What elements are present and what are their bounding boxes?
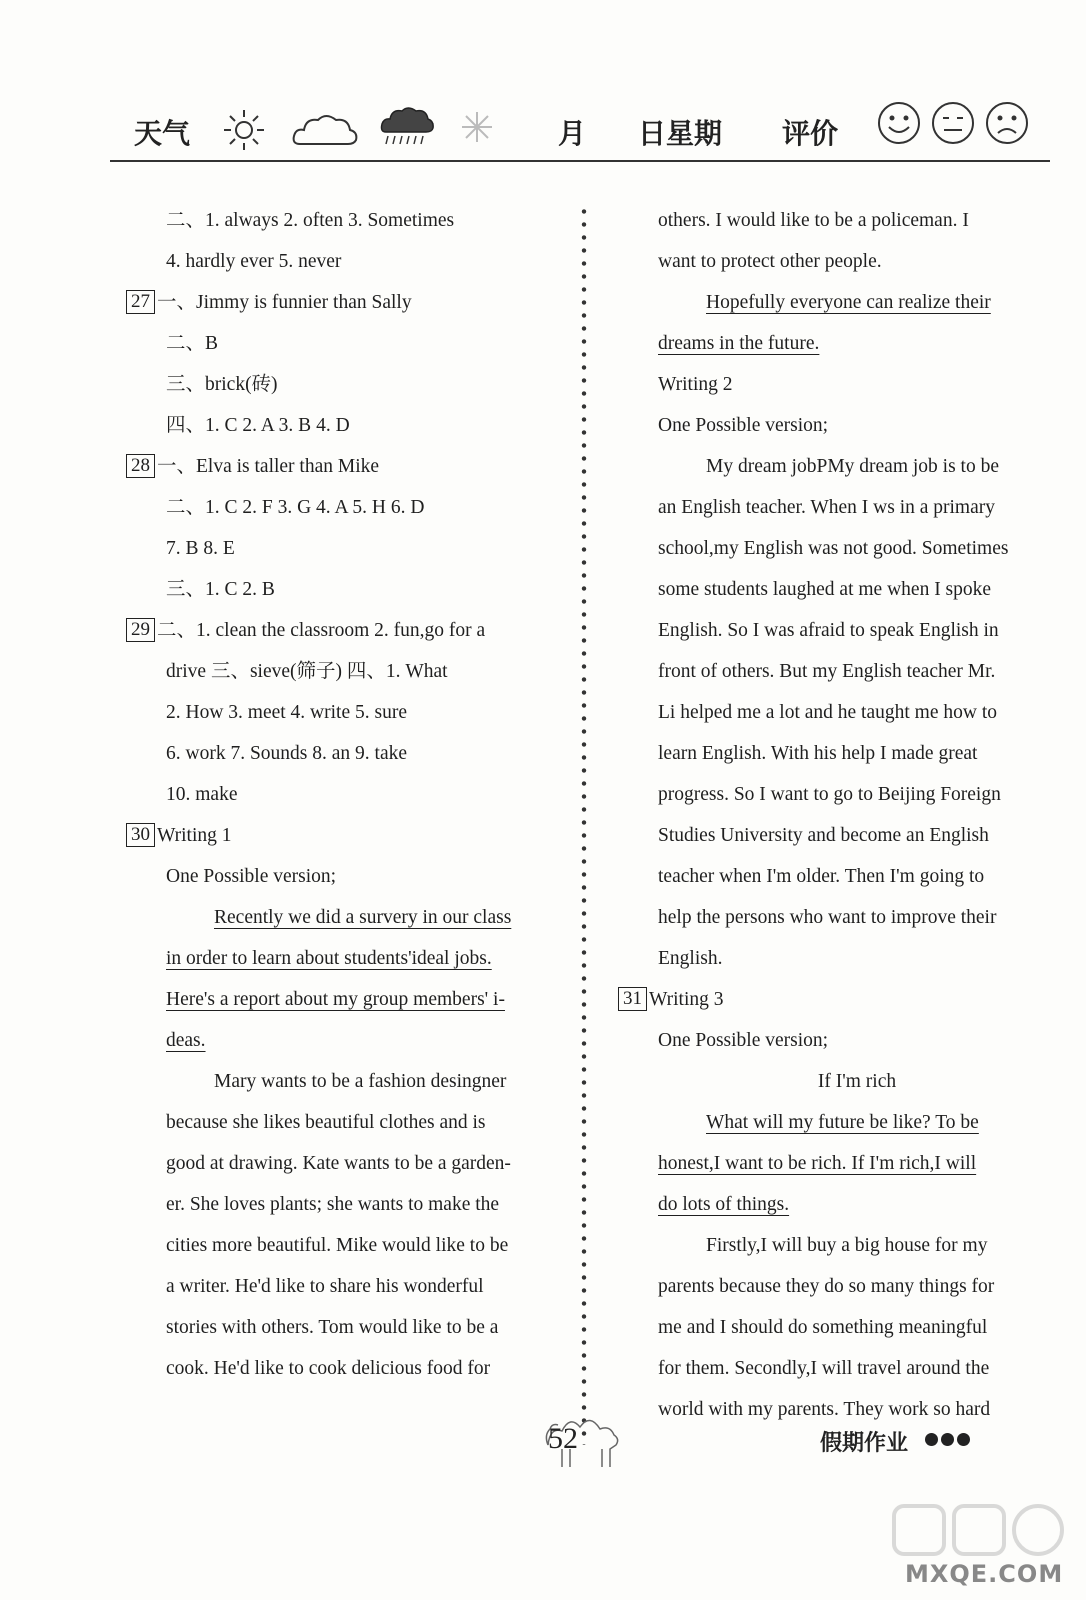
line-text: Recently we did a survery in our class: [214, 907, 512, 928]
line-text: 二、1. C 2. F 3. G 4. A 5. H 6. D: [166, 497, 425, 518]
line-text: others. I would like to be a policeman. I: [658, 210, 969, 231]
text-line: [618, 200, 1056, 241]
text-line: [126, 241, 566, 282]
line-text: One Possible version;: [658, 415, 829, 436]
rain-cloud-icon: [378, 104, 436, 157]
line-text: 二、B: [166, 333, 219, 354]
text-line: [126, 528, 566, 569]
text-line: [618, 1143, 1056, 1184]
rating-label: 评价: [782, 117, 839, 150]
right-column: [618, 200, 1056, 1430]
left-column: [126, 200, 566, 1389]
line-text: 二、1. always 2. often 3. Sometimes: [166, 210, 455, 231]
text-line: [126, 774, 566, 815]
text-line: [618, 364, 1056, 405]
text-line: [618, 569, 1056, 610]
line-text: dreams in the future.: [658, 333, 820, 354]
line-text: because she likes beautiful clothes and is: [166, 1112, 486, 1133]
section-number-box: 31: [618, 987, 647, 1011]
header-rule: [110, 160, 1050, 162]
line-text: do lots of things.: [658, 1194, 790, 1215]
line-text: 2. How 3. meet 4. write 5. sure: [166, 702, 407, 723]
line-text: 6. work 7. Sounds 8. an 9. take: [166, 743, 408, 764]
text-line: [618, 1389, 1056, 1430]
text-line: [618, 692, 1056, 733]
happy-face-icon: [876, 100, 922, 151]
page-number: 52: [548, 1422, 578, 1455]
text-line: [126, 446, 566, 487]
line-text: some students laughed at me when I spoke: [658, 579, 992, 600]
line-text: parents because they do so many things for: [658, 1276, 995, 1297]
text-line: [618, 1061, 1056, 1102]
section-number-box: 27: [126, 290, 155, 314]
line-text: teacher when I'm older. Then I'm going to: [658, 866, 985, 887]
line-text: 四、1. C 2. A 3. B 4. D: [166, 415, 350, 436]
line-text: Writing 2: [658, 374, 733, 395]
line-text: 三、brick(砖): [166, 374, 278, 395]
month-label: 月: [558, 117, 587, 150]
day-week-label: 日星期: [638, 117, 723, 150]
text-line: [618, 938, 1056, 979]
line-text: cities more beautiful. Mike would like to be: [166, 1235, 509, 1256]
sad-face-icon: [984, 100, 1030, 151]
dotted-divider: [580, 205, 588, 1445]
line-text: My dream jobPMy dream job is to be: [706, 456, 1000, 477]
line-text: Mary wants to be a fashion desingner: [214, 1071, 507, 1092]
line-text: One Possible version;: [166, 866, 337, 887]
sun-icon: [222, 108, 266, 157]
text-line: [126, 692, 566, 733]
section-number-box: 28: [126, 454, 155, 478]
line-text: English. So I was afraid to speak English in: [658, 620, 999, 641]
footer-dots: [925, 1433, 973, 1451]
snow-icon: [460, 110, 494, 149]
line-text: me and I should do something meaningful: [658, 1317, 988, 1338]
section-number-box: 30: [126, 823, 155, 847]
text-line: [618, 651, 1056, 692]
text-line: [618, 528, 1056, 569]
text-line: [618, 1020, 1056, 1061]
cloud-icon: [290, 110, 360, 155]
line-text: 4. hardly ever 5. never: [166, 251, 342, 272]
line-text: Hopefully everyone can realize their: [706, 292, 991, 313]
text-line: [618, 282, 1056, 323]
line-text: cook. He'd like to cook delicious food for: [166, 1358, 491, 1379]
line-text: drive 三、sieve(筛子) 四、1. What: [166, 661, 448, 682]
line-text: for them. Secondly,I will travel around the: [658, 1358, 990, 1379]
line-text: world with my parents. They work so hard: [658, 1399, 991, 1420]
text-line: [126, 856, 566, 897]
text-line: [126, 897, 566, 938]
text-line: [126, 1102, 566, 1143]
text-line: [126, 979, 566, 1020]
line-text: 10. make: [166, 784, 238, 805]
footer-label: 假期作业: [820, 1431, 909, 1456]
line-text: stories with others. Tom would like to be a: [166, 1317, 499, 1338]
text-line: [618, 241, 1056, 282]
line-text: 三、1. C 2. B: [166, 579, 275, 600]
text-line: [618, 897, 1056, 938]
text-line: [618, 733, 1056, 774]
section-number-box: 29: [126, 618, 155, 642]
text-line: [126, 1020, 566, 1061]
text-line: [618, 1307, 1056, 1348]
text-line: [618, 1225, 1056, 1266]
text-line: [126, 1184, 566, 1225]
line-text: er. She loves plants; she wants to make the: [166, 1194, 500, 1215]
text-line: [126, 405, 566, 446]
line-text: in order to learn about students'ideal jobs.: [166, 948, 492, 969]
text-line: [126, 1348, 566, 1389]
text-line: [126, 1143, 566, 1184]
text-line: [618, 1266, 1056, 1307]
text-line: [126, 1307, 566, 1348]
text-line: [618, 815, 1056, 856]
text-line: [126, 1266, 566, 1307]
line-text: want to protect other people.: [658, 251, 882, 272]
line-text: school,my English was not good. Sometimes: [658, 538, 1009, 559]
text-line: [618, 610, 1056, 651]
text-line: [126, 651, 566, 692]
line-text: 一、Jimmy is funnier than Sally: [157, 292, 412, 313]
text-line: [618, 774, 1056, 815]
line-text: a writer. He'd like to share his wonderful: [166, 1276, 484, 1297]
line-text: front of others. But my English teacher Mr.: [658, 661, 996, 682]
weather-label: 天气: [134, 117, 191, 150]
line-text: 一、Elva is taller than Mike: [157, 456, 380, 477]
dot-icon: [925, 1433, 938, 1446]
text-line: [126, 938, 566, 979]
text-line: [618, 446, 1056, 487]
text-line: [126, 364, 566, 405]
line-text: What will my future be like? To be: [706, 1112, 979, 1133]
line-text: Studies University and become an English: [658, 825, 989, 846]
line-text: deas.: [166, 1030, 206, 1051]
line-text: One Possible version;: [658, 1030, 829, 1051]
dot-icon: [957, 1433, 970, 1446]
watermark-text: MXQE.COM: [905, 1560, 1064, 1588]
text-line: [618, 1184, 1056, 1225]
text-line: [126, 282, 566, 323]
line-text: Here's a report about my group members' i-: [166, 989, 505, 1010]
text-line: [126, 610, 566, 651]
text-line: [126, 1225, 566, 1266]
text-line: [126, 733, 566, 774]
line-text: Writing 1: [157, 825, 232, 846]
line-text: Firstly,I will buy a big house for my: [706, 1235, 988, 1256]
dot-icon: [941, 1433, 954, 1446]
line-text: 7. B 8. E: [166, 538, 235, 559]
text-line: [618, 1102, 1056, 1143]
line-text: Writing 3: [649, 989, 724, 1010]
text-line: [126, 200, 566, 241]
line-text: Li helped me a lot and he taught me how to: [658, 702, 997, 723]
text-line: [618, 856, 1056, 897]
text-line: [126, 323, 566, 364]
line-text: If I'm rich: [817, 1071, 897, 1092]
text-line: [618, 323, 1056, 364]
line-text: honest,I want to be rich. If I'm rich,I will: [658, 1153, 977, 1174]
page-header: [110, 96, 1050, 166]
line-text: 二、1. clean the classroom 2. fun,go for a: [157, 620, 486, 641]
text-line: [618, 979, 1056, 1020]
line-text: English.: [658, 948, 723, 969]
neutral-face-icon: [930, 100, 976, 151]
line-text: progress. So I want to go to Beijing Foreign: [658, 784, 1001, 805]
text-line: [126, 1061, 566, 1102]
text-line: [126, 569, 566, 610]
line-text: help the persons who want to improve their: [658, 907, 997, 928]
text-line: [126, 815, 566, 856]
line-text: good at drawing. Kate wants to be a garden-: [166, 1153, 511, 1174]
text-line: [618, 405, 1056, 446]
line-text: learn English. With his help I made great: [658, 743, 978, 764]
line-text: an English teacher. When I ws in a primary: [658, 497, 995, 518]
text-line: [618, 487, 1056, 528]
text-line: [618, 1348, 1056, 1389]
text-line: [126, 487, 566, 528]
